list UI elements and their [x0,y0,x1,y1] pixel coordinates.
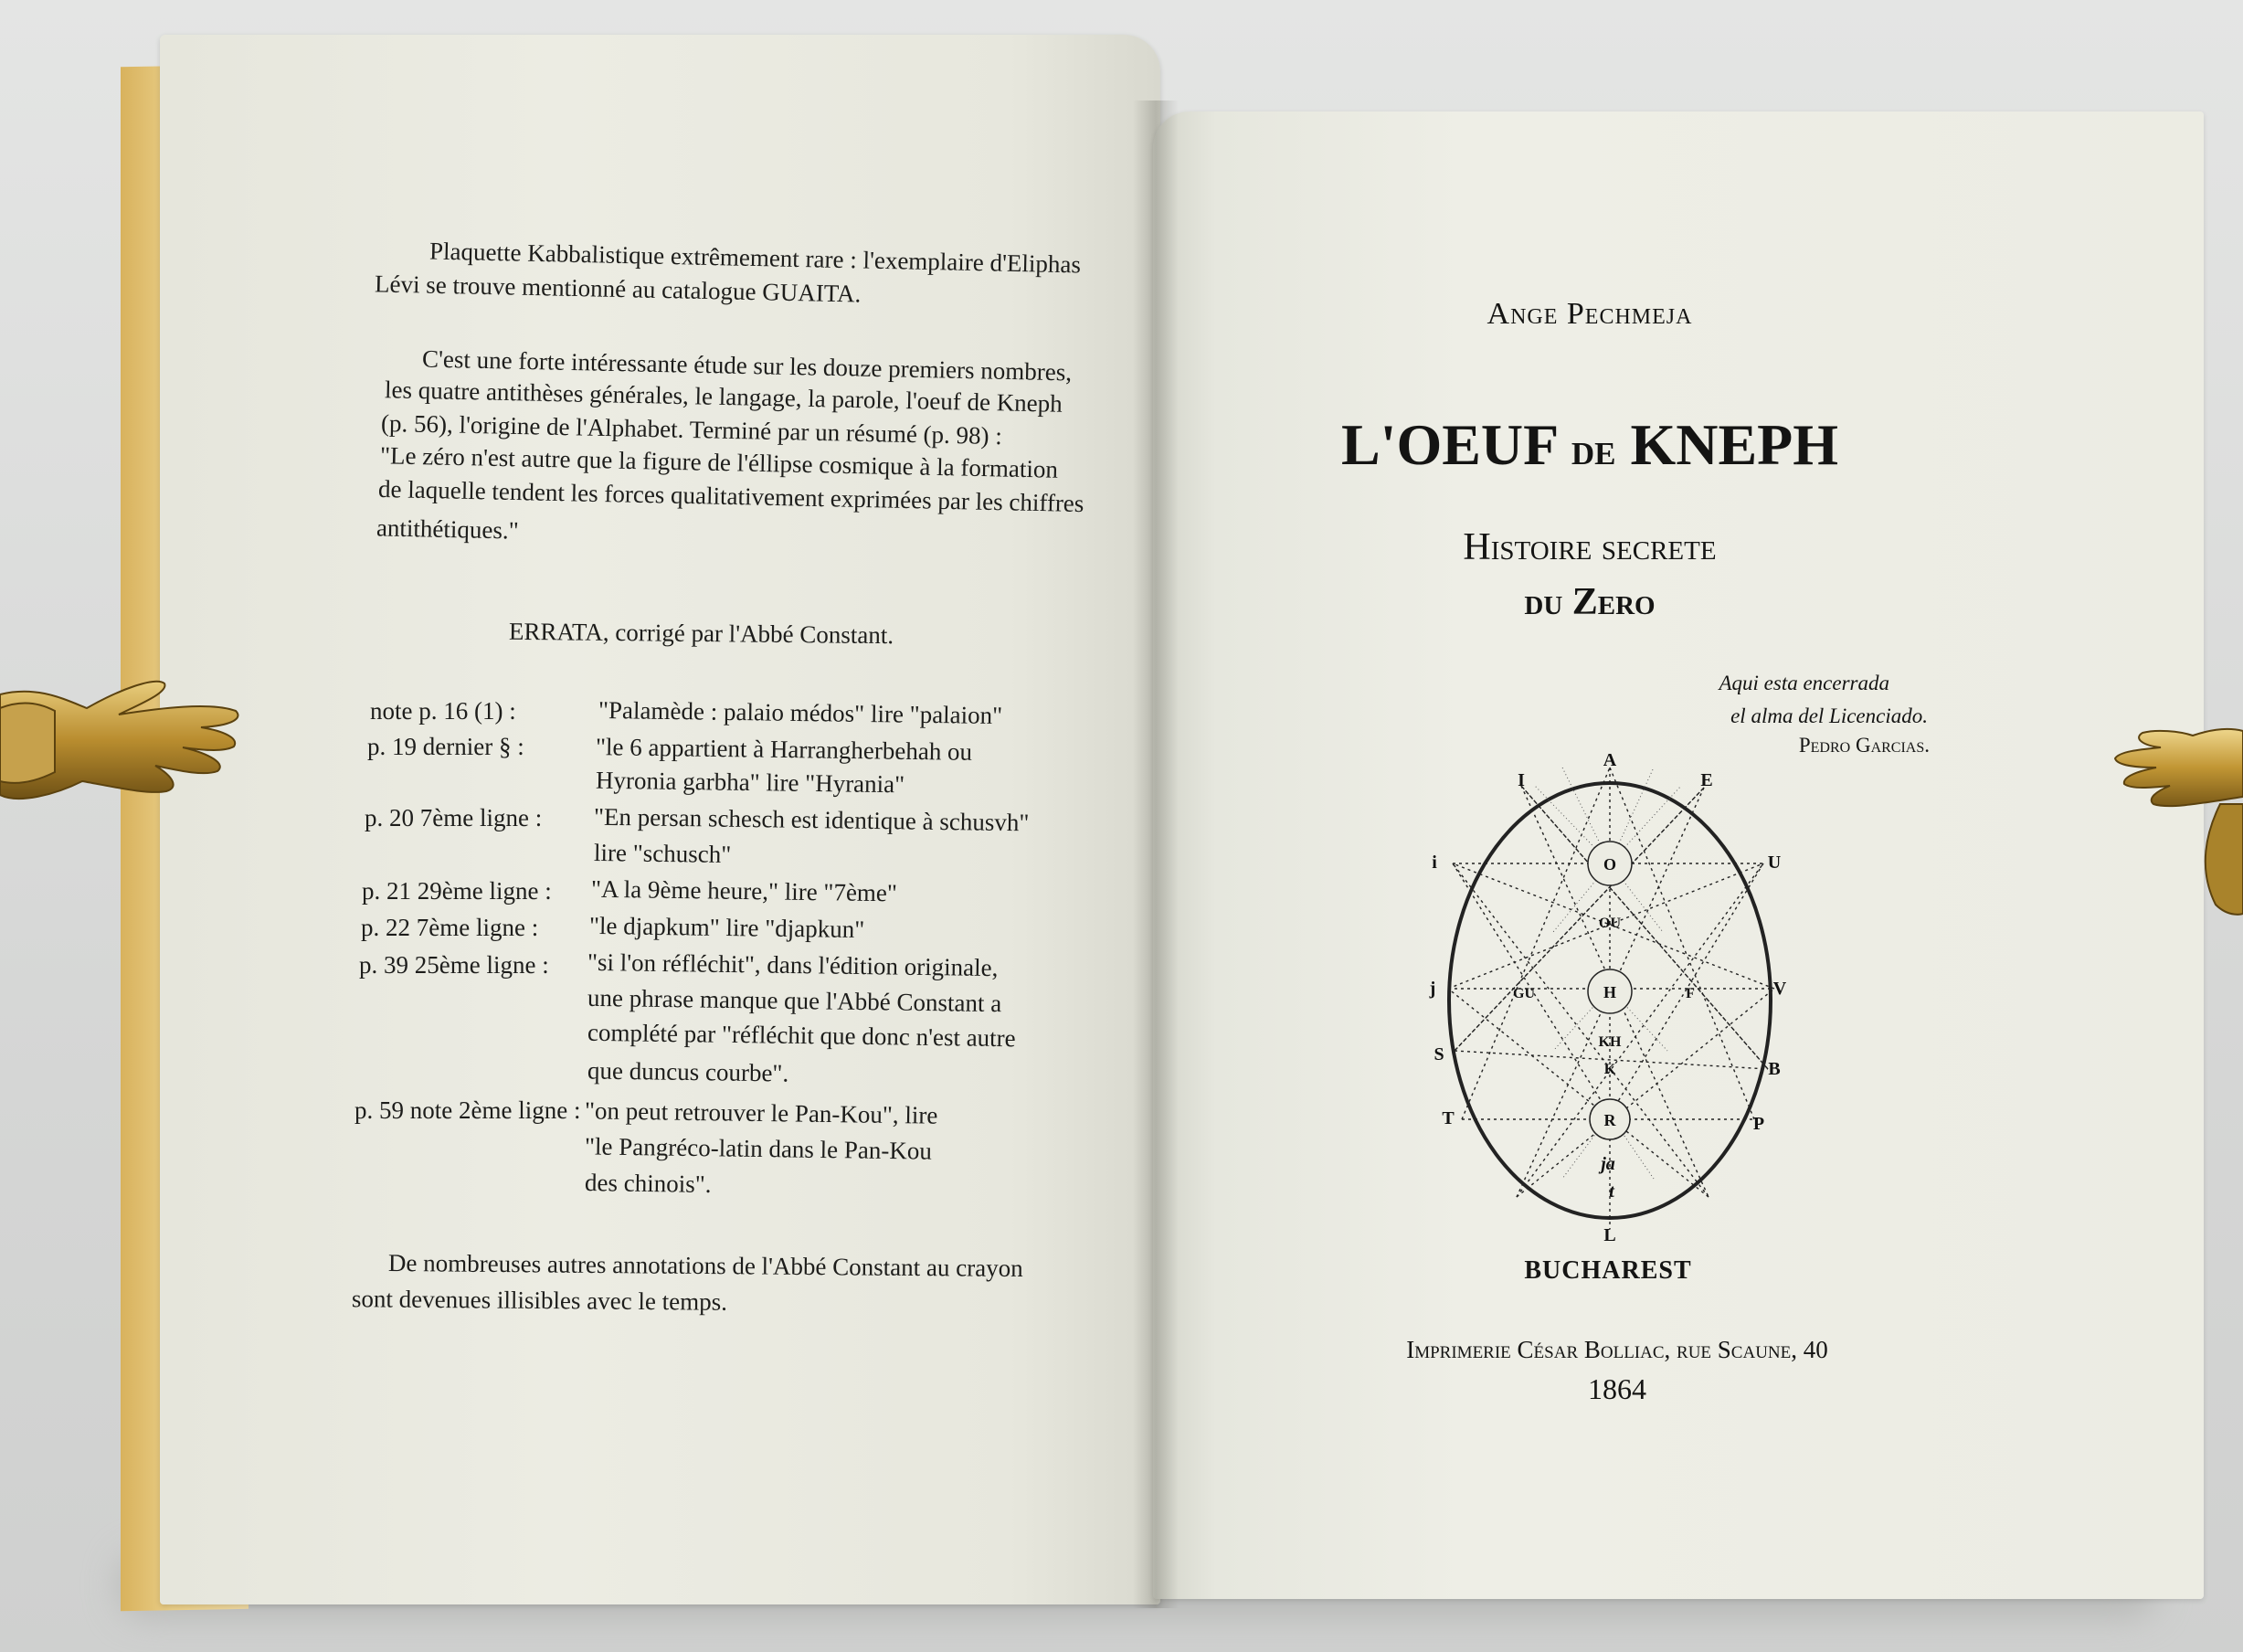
errata-text-6a: "si l'on réfléchit", dans l'édition originale, [587,948,999,982]
label-c1: O [1603,855,1617,874]
right-gold-hand-clip [2106,694,2243,932]
errata-text-7a: "on peut retrouver le Pan-Kou", lire [584,1096,938,1129]
errata-ref-1: note p. 16 (1) : [370,697,516,725]
label-left-2: j [1429,979,1436,999]
label-right-2: V [1772,979,1787,999]
label-right-4: P [1752,1114,1765,1134]
place-of-printing: BUCHAREST [1524,1256,1692,1285]
errata-text-6c: complété par "réfléchit que donc n'est autre [587,1018,1016,1053]
label-top-right: E [1700,770,1713,790]
label-top-left: I [1518,770,1525,790]
label-c8: R [1603,1111,1616,1129]
label-top: A [1603,750,1617,770]
label-c9: ja [1601,1154,1615,1174]
label-left-4: T [1442,1108,1455,1128]
errata-text-4: "A la 9ème heure," lire "7ème" [590,874,898,907]
label-c7: K [1603,1062,1616,1077]
author-name: Ange Pechmeja [1487,297,1693,331]
label-c5: F [1686,986,1695,1001]
left-gold-hand-clip [0,658,247,822]
errata-ref-7: p. 59 note 2ème ligne : [354,1096,581,1124]
year-of-printing: 1864 [1588,1372,1646,1405]
errata-ref-5: p. 22 7ème ligne : [361,914,539,941]
errata-text-3a: "En persan schesch est identique à schusvh" [593,802,1030,837]
epigraph-line-1: Aqui esta encerrada [1719,672,1889,694]
label-c3: H [1603,983,1617,1001]
label-left-3: S [1434,1044,1444,1064]
para2-line-6: antithétiques." [376,514,520,545]
errata-ref-3: p. 20 7ème ligne : [365,804,543,831]
title-part-de: de [1571,423,1616,474]
title-part-1: L'OEUF [1340,412,1557,477]
errata-ref-6: p. 39 25ème ligne : [359,951,549,979]
errata-text-2a: "le 6 appartient à Harrangherbehah ou [595,733,973,766]
closing-line-2: sont devenues illisibles avec le temps. [351,1285,728,1316]
subtitle-line-1: Histoire secrete [1463,526,1717,568]
label-right-3: B [1768,1059,1781,1079]
label-bottom: L [1603,1225,1616,1245]
label-c6: KH [1598,1034,1622,1050]
errata-text-1: "Palamède : palaio médos" lire "palaion" [598,695,1003,730]
errata-text-7c: des chinois". [584,1169,712,1198]
errata-ref-4: p. 21 29ème ligne : [362,877,552,905]
title-part-2: KNEPH [1630,412,1839,477]
errata-text-6b: une phrase manque que l'Abbé Constant a [587,983,1002,1018]
para2-line-5: de laquelle tendent les forces qualitativement exprimées par les chiffres [377,474,1084,518]
para2-line-4: "Le zéro n'est autre que la figure de l'éllipse cosmique à la formation [379,441,1059,483]
label-right-1: U [1767,852,1782,873]
epigraph-line-2: el alma del Licenciado. [1730,704,1928,727]
printer-line: Imprimerie César Bolliac, rue Scaune, 40 [1406,1336,1828,1363]
errata-text-3b: lire "schusch" [593,838,732,869]
book-gutter [1133,101,1179,1608]
errata-ref-2: p. 19 dernier § : [367,733,524,760]
intro-line-1: Plaquette Kabbalistique extrêmement rare : l'exemplaire d'Eliphas [428,237,1082,279]
epigraph-author: Pedro Garcias. [1798,734,1930,757]
book-title [1307,411,1873,479]
intro-line-2: Lévi se trouve mentionné au catalogue GUAITA. [374,270,862,308]
label-c2: OU [1599,916,1621,931]
errata-text-5: "le djapkum" lire "djapkun" [588,911,865,944]
closing-line-1: De nombreuses autres annotations de l'Abbé Constant au crayon [387,1248,1023,1283]
para2-line-3: (p. 56), l'origine de l'Alphabet. Terminé par un résumé (p. 98) : [380,408,1003,450]
para2-line-1: C'est une forte intéressante étude sur les douze premiers nombres, [421,344,1073,387]
label-c10: t [1609,1181,1614,1202]
errata-text-6d: que duncus courbe". [587,1056,789,1087]
errata-heading: ERRATA, corrigé par l'Abbé Constant. [508,617,894,650]
errata-text-2b: Hyronia garbha" lire "Hyrania" [595,766,905,799]
egg-of-kneph-diagram [1416,749,1787,1245]
subtitle-line-2: du Zero [1524,581,1656,623]
errata-text-7b: "le Pangréco-latin dans le Pan-Kou [584,1132,933,1165]
label-c4: GU [1513,986,1535,1001]
para2-line-2: les quatre antithèses générales, le langage, la parole, l'oeuf de Kneph [384,376,1063,418]
label-left-1: i [1432,852,1437,873]
